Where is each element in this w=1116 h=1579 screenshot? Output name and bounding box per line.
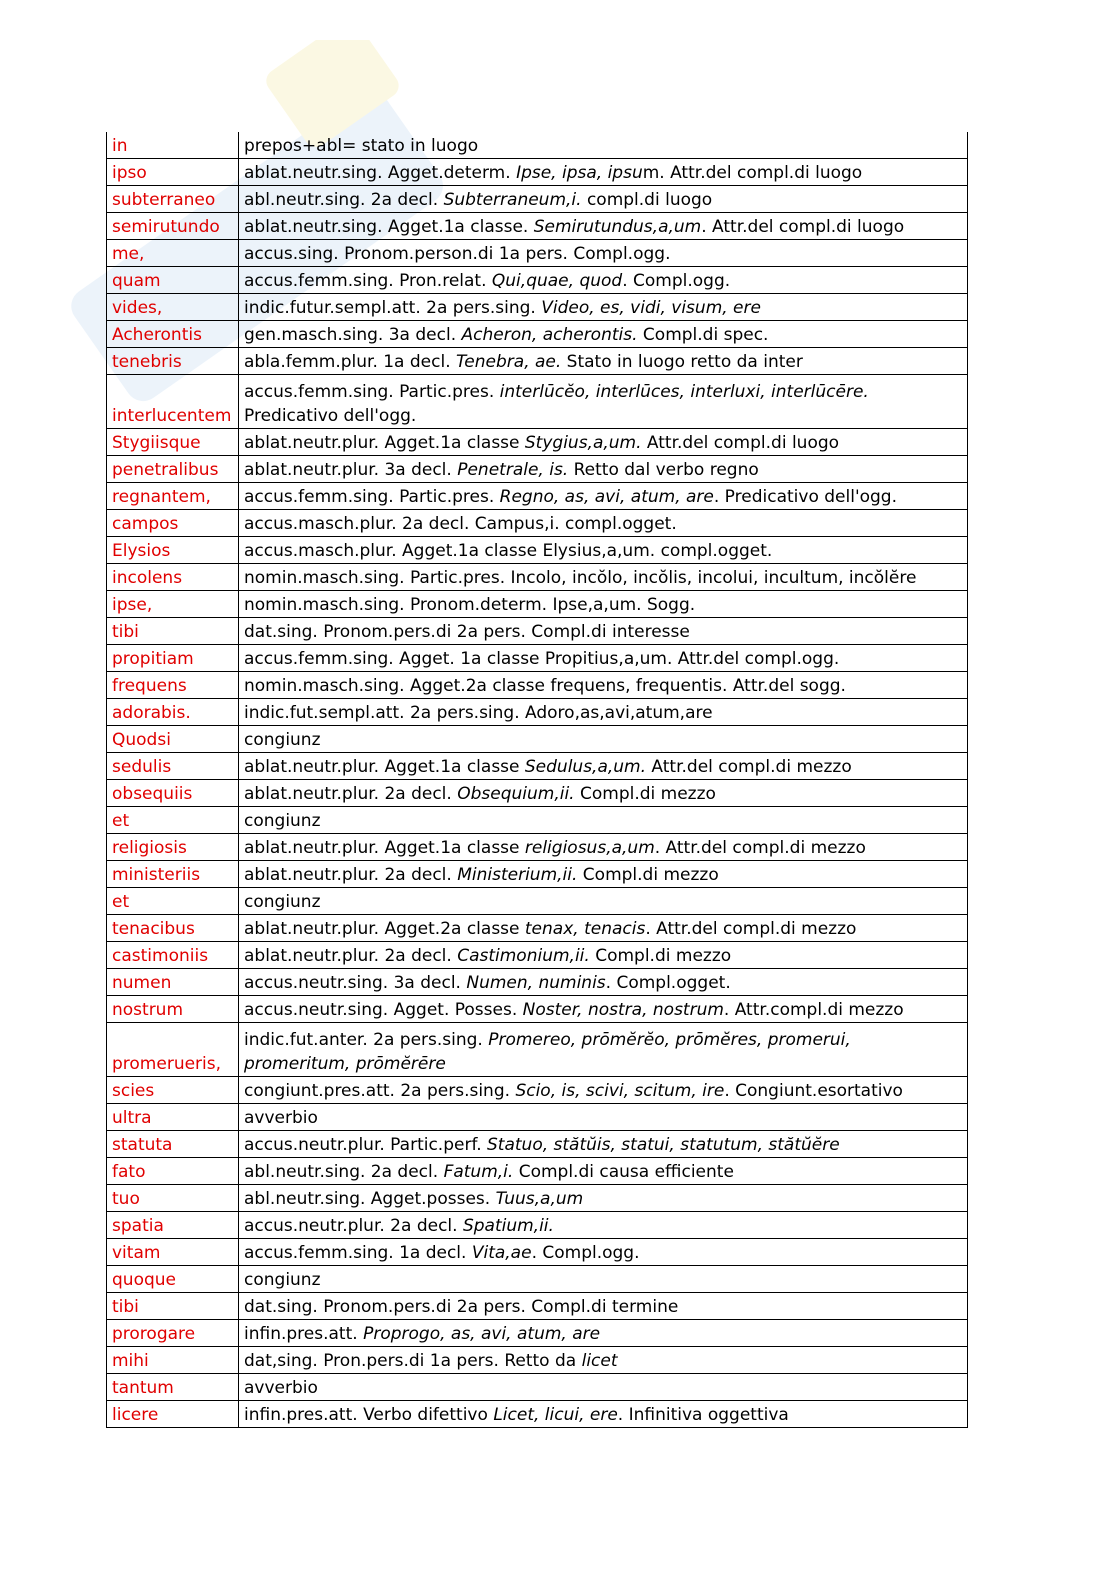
analysis-cell [239, 429, 968, 456]
analysis-text: accus.masch.plur. 2a decl. Campus,i. compl.ogget. [244, 514, 677, 534]
table-row [107, 429, 968, 456]
table-row [107, 159, 968, 186]
analysis-text: ablat.neutr.plur. Agget.2a classe [244, 919, 525, 939]
analysis-cell [239, 159, 968, 186]
analysis-text: Retto dal verbo regno [568, 460, 759, 480]
analysis-cell [239, 1347, 968, 1374]
latin-word-cell: Stygiisque [107, 429, 239, 456]
analysis-cell [239, 1239, 968, 1266]
table-row [107, 348, 968, 375]
latin-word-cell: ministeriis [107, 861, 239, 888]
latin-word-cell: Quodsi [107, 726, 239, 753]
latin-word-cell: et [107, 888, 239, 915]
analysis-text: indic.fut.sempl.att. 2a pers.sing. Adoro,as,avi,atum,are [244, 703, 713, 723]
italic-form: Statuo, stătŭis, statui, statutum, stătŭĕre [487, 1135, 840, 1155]
analysis-cell [239, 888, 968, 915]
table-row [107, 753, 968, 780]
analysis-text: avverbio [244, 1108, 318, 1128]
analysis-text: indic.futur.sempl.att. 2a pers.sing. [244, 298, 542, 318]
latin-word-cell: prorogare [107, 1320, 239, 1347]
italic-form: Obsequium,ii. [457, 784, 575, 804]
latin-word-cell: tibi [107, 618, 239, 645]
analysis-cell [239, 213, 968, 240]
analysis-text: ablat.neutr.sing. Agget.determ. [244, 163, 517, 183]
table-row [107, 483, 968, 510]
analysis-text: Compl.di spec. [637, 325, 769, 345]
italic-form: Semirutundus,a,um [533, 217, 702, 237]
analysis-text: accus.masch.plur. Agget.1a classe Elysius,a,um. compl.ogget. [244, 541, 773, 561]
table-row [107, 456, 968, 483]
analysis-cell [239, 915, 968, 942]
table-row [107, 996, 968, 1023]
italic-form: Fatum,i. [443, 1162, 514, 1182]
analysis-cell [239, 1131, 968, 1158]
analysis-text: congiunt.pres.att. 2a pers.sing. [244, 1081, 516, 1101]
analysis-text: Attr.del compl.di luogo [641, 433, 840, 453]
analysis-cell [239, 537, 968, 564]
analysis-cell [239, 132, 968, 159]
italic-form: Tuus,a,um [495, 1189, 584, 1209]
analysis-cell [239, 834, 968, 861]
italic-form: Spatium,ii. [462, 1216, 554, 1236]
italic-form: religiosus,a,um [524, 838, 655, 858]
table-row [107, 1266, 968, 1293]
analysis-cell [239, 1293, 968, 1320]
italic-form: Stygius,a,um. [524, 433, 642, 453]
analysis-text: . Compl.ogg. [531, 1243, 640, 1263]
table-row [107, 807, 968, 834]
latin-word-cell: quam [107, 267, 239, 294]
analysis-text: ablat.neutr.plur. 2a decl. [244, 865, 458, 885]
analysis-cell [239, 591, 968, 618]
table-row [107, 780, 968, 807]
table-row [107, 132, 968, 159]
italic-form: Acheron, acherontis. [461, 325, 638, 345]
latin-word-cell: spatia [107, 1212, 239, 1239]
analysis-text: accus.neutr.sing. 3a decl. [244, 973, 467, 993]
table-row [107, 1185, 968, 1212]
analysis-cell [239, 726, 968, 753]
analysis-cell [239, 456, 968, 483]
analysis-cell [239, 321, 968, 348]
table-row [107, 537, 968, 564]
italic-form: Qui,quae, quod [491, 271, 623, 291]
table-row [107, 564, 968, 591]
analysis-text: ablat.neutr.plur. Agget.1a classe [244, 838, 525, 858]
table-row [107, 888, 968, 915]
analysis-text: m. Attr.del compl.di luogo [642, 163, 863, 183]
analysis-cell [239, 1266, 968, 1293]
table-row [107, 915, 968, 942]
latin-word-cell: propitiam [107, 645, 239, 672]
analysis-cell [239, 1104, 968, 1131]
latin-word-cell: mihi [107, 1347, 239, 1374]
analysis-text: . Attr.compl.di mezzo [723, 1000, 904, 1020]
latin-word-cell: religiosis [107, 834, 239, 861]
analysis-text: Compl.di mezzo [577, 865, 719, 885]
analysis-text: . Predicativo dell'ogg. [713, 487, 897, 507]
analysis-cell [239, 699, 968, 726]
analysis-text: . Attr.del compl.di luogo [701, 217, 905, 237]
table-row [107, 645, 968, 672]
table-row [107, 321, 968, 348]
analysis-text: Compl.di mezzo [574, 784, 716, 804]
analysis-text: accus.femm.sing. Agget. 1a classe Propitius,a,um. Attr.del compl.ogg. [244, 649, 840, 669]
table-row [107, 1158, 968, 1185]
italic-form: Noster, nostra, nostrum [522, 1000, 724, 1020]
table-row [107, 240, 968, 267]
latin-word-cell: tibi [107, 1293, 239, 1320]
analysis-cell [239, 753, 968, 780]
italic-form: Subterraneum,i. [443, 190, 582, 210]
analysis-text: . Attr.del compl.di mezzo [645, 919, 857, 939]
table-row [107, 672, 968, 699]
analysis-cell [239, 348, 968, 375]
analysis-text: . Congiunt.esortativo [724, 1081, 903, 1101]
analysis-cell [239, 780, 968, 807]
italic-form: Numen, numinis [466, 973, 606, 993]
analysis-text: dat.sing. Pronom.pers.di 2a pers. Compl.di termine [244, 1297, 679, 1317]
analysis-text: accus.femm.sing. Partic.pres. [244, 382, 500, 402]
italic-form: Promereo, prōmĕrĕo, prōmĕres, promerui, promeritum, prōmĕrēre [244, 1030, 851, 1074]
latin-word-cell: ipse, [107, 591, 239, 618]
latin-word-cell: tuo [107, 1185, 239, 1212]
table-body [107, 132, 968, 1428]
analysis-cell [239, 1023, 968, 1077]
analysis-cell [239, 240, 968, 267]
analysis-text: ablat.neutr.plur. 3a decl. [244, 460, 458, 480]
latin-word-cell: tenacibus [107, 915, 239, 942]
analysis-text: indic.fut.anter. 2a pers.sing. [244, 1030, 489, 1050]
analysis-text: Compl.di mezzo [589, 946, 732, 966]
latin-word-cell: ultra [107, 1104, 239, 1131]
latin-word-cell: sedulis [107, 753, 239, 780]
latin-word-cell: numen [107, 969, 239, 996]
italic-form: Video, es, vidi, visum, ere [541, 298, 761, 318]
analysis-text: infin.pres.att. Verbo difettivo [244, 1405, 494, 1425]
analysis-text: accus.neutr.plur. Partic.perf. [244, 1135, 488, 1155]
latin-word-cell: fato [107, 1158, 239, 1185]
table-row [107, 726, 968, 753]
italic-form: interlūcĕo, interlūces, interluxi, interlūcēre. [499, 382, 869, 402]
analysis-text: . Compl.ogget. [605, 973, 731, 993]
table-row [107, 294, 968, 321]
italic-form: Licet, licui, ere [493, 1405, 618, 1425]
analysis-cell [239, 1185, 968, 1212]
analysis-cell [239, 267, 968, 294]
table-row [107, 1077, 968, 1104]
analysis-text: accus.sing. Pronom.person.di 1a pers. Compl.ogg. [244, 244, 671, 264]
latin-word-cell: nostrum [107, 996, 239, 1023]
italic-form: Penetrale, is. [457, 460, 569, 480]
table-row [107, 618, 968, 645]
analysis-text: accus.neutr.plur. 2a decl. [244, 1216, 463, 1236]
italic-form: Castimonium,ii. [457, 946, 590, 966]
analysis-text: accus.neutr.sing. Agget. Posses. [244, 1000, 523, 1020]
table-row [107, 1104, 968, 1131]
analysis-cell [239, 1374, 968, 1401]
table-row [107, 834, 968, 861]
analysis-cell [239, 672, 968, 699]
italic-form: Sedulus,a,um. [524, 757, 647, 777]
table-row [107, 861, 968, 888]
latin-word-cell: scies [107, 1077, 239, 1104]
latin-word-cell: vitam [107, 1239, 239, 1266]
analysis-text: ablat.neutr.plur. Agget.1a classe [244, 757, 525, 777]
analysis-text: nomin.masch.sing. Pronom.determ. Ipse,a,um. Sogg. [244, 595, 696, 615]
latin-word-cell: licere [107, 1401, 239, 1428]
analysis-text: accus.femm.sing. Pron.relat. [244, 271, 492, 291]
latin-word-cell: in [107, 132, 239, 159]
table-row [107, 1023, 968, 1077]
analysis-text: . Infinitiva oggettiva [617, 1405, 789, 1425]
latin-word-cell: penetralibus [107, 456, 239, 483]
latin-word-cell: subterraneo [107, 186, 239, 213]
latin-word-cell: tantum [107, 1374, 239, 1401]
analysis-text: congiunz [244, 892, 321, 912]
latin-word-cell: statuta [107, 1131, 239, 1158]
analysis-text: Predicativo dell'ogg. [244, 406, 417, 426]
table-row [107, 510, 968, 537]
table-row [107, 375, 968, 429]
latin-word-cell: adorabis. [107, 699, 239, 726]
analysis-text: congiunz [244, 1270, 321, 1290]
analysis-cell [239, 564, 968, 591]
italic-form: licet [581, 1351, 618, 1371]
analysis-text: nomin.masch.sing. Agget.2a classe frequens, frequentis. Attr.del sogg. [244, 676, 846, 696]
analysis-text: ablat.neutr.plur. Agget.1a classe [244, 433, 525, 453]
analysis-cell [239, 645, 968, 672]
analysis-text: Stato in luogo retto da inter [561, 352, 803, 372]
table-row [107, 213, 968, 240]
analysis-cell [239, 618, 968, 645]
analysis-cell [239, 1212, 968, 1239]
analysis-cell [239, 375, 968, 429]
analysis-text: Attr.del compl.di mezzo [646, 757, 852, 777]
analysis-text: congiunz [244, 811, 321, 831]
analysis-cell [239, 1320, 968, 1347]
analysis-cell [239, 996, 968, 1023]
table-row [107, 1293, 968, 1320]
analysis-text: congiunz [244, 730, 321, 750]
italic-form: Proprogo, as, avi, atum, are [363, 1324, 601, 1344]
analysis-text: nomin.masch.sing. Partic.pres. Incolo, incŏlo, incŏlis, incolui, incultum, incŏlĕre [244, 568, 917, 588]
latin-word-cell: ipso [107, 159, 239, 186]
latin-word-cell: promerueris, [107, 1023, 239, 1077]
italic-form: Ipse, ipsa, ipsu [516, 163, 643, 183]
analysis-text: ablat.neutr.plur. 2a decl. [244, 946, 458, 966]
table-row [107, 1374, 968, 1401]
analysis-text: . Compl.ogg. [622, 271, 731, 291]
table-row [107, 942, 968, 969]
analysis-text: abl.neutr.sing. 2a decl. [244, 1162, 444, 1182]
italic-form: Tenebra, ae. [456, 352, 562, 372]
analysis-text: dat.sing. Pronom.pers.di 2a pers. Compl.di interesse [244, 622, 690, 642]
grammar-analysis-table [106, 132, 968, 1428]
analysis-text: accus.femm.sing. Partic.pres. [244, 487, 500, 507]
analysis-cell [239, 1077, 968, 1104]
table-row [107, 186, 968, 213]
latin-word-cell: Acherontis [107, 321, 239, 348]
analysis-cell [239, 1158, 968, 1185]
analysis-text: prepos+abl= stato in luogo [244, 136, 479, 156]
analysis-cell [239, 807, 968, 834]
italic-form: Vita,ae [471, 1243, 532, 1263]
analysis-text: accus.femm.sing. 1a decl. [244, 1243, 472, 1263]
latin-word-cell: semirutundo [107, 213, 239, 240]
analysis-text: abla.femm.plur. 1a decl. [244, 352, 457, 372]
table-row [107, 969, 968, 996]
latin-word-cell: obsequiis [107, 780, 239, 807]
table-row [107, 267, 968, 294]
table-row [107, 1401, 968, 1428]
analysis-cell [239, 294, 968, 321]
table-row [107, 699, 968, 726]
latin-word-cell: quoque [107, 1266, 239, 1293]
latin-word-cell: Elysios [107, 537, 239, 564]
italic-form: tenax, tenacis [524, 919, 646, 939]
table-row [107, 1212, 968, 1239]
analysis-cell [239, 186, 968, 213]
analysis-text: infin.pres.att. [244, 1324, 364, 1344]
analysis-cell [239, 483, 968, 510]
table-row [107, 1239, 968, 1266]
italic-form: Ministerium,ii. [457, 865, 578, 885]
italic-form: Regno, as, avi, atum, are [499, 487, 714, 507]
latin-word-cell: regnantem, [107, 483, 239, 510]
latin-word-cell: frequens [107, 672, 239, 699]
analysis-text: compl.di luogo [581, 190, 713, 210]
analysis-cell [239, 942, 968, 969]
analysis-cell [239, 969, 968, 996]
analysis-text: abl.neutr.sing. 2a decl. [244, 190, 444, 210]
analysis-cell [239, 510, 968, 537]
analysis-cell [239, 1401, 968, 1428]
analysis-text: ablat.neutr.plur. 2a decl. [244, 784, 458, 804]
latin-word-cell: tenebris [107, 348, 239, 375]
analysis-text: avverbio [244, 1378, 318, 1398]
latin-word-cell: incolens [107, 564, 239, 591]
analysis-text: dat,sing. Pron.pers.di 1a pers. Retto da [244, 1351, 582, 1371]
table-row [107, 1320, 968, 1347]
latin-word-cell: me, [107, 240, 239, 267]
italic-form: Scio, is, scivi, scitum, ire [515, 1081, 725, 1101]
analysis-text: gen.masch.sing. 3a decl. [244, 325, 462, 345]
latin-word-cell: castimoniis [107, 942, 239, 969]
analysis-text: ablat.neutr.sing. Agget.1a classe. [244, 217, 534, 237]
table-row [107, 1131, 968, 1158]
latin-word-cell: et [107, 807, 239, 834]
analysis-cell [239, 861, 968, 888]
table-row [107, 591, 968, 618]
latin-word-cell: campos [107, 510, 239, 537]
analysis-text: abl.neutr.sing. Agget.posses. [244, 1189, 496, 1209]
latin-word-cell: vides, [107, 294, 239, 321]
latin-word-cell: interlucentem [107, 375, 239, 429]
analysis-text: Compl.di causa efficiente [513, 1162, 734, 1182]
table-row [107, 1347, 968, 1374]
analysis-text: . Attr.del compl.di mezzo [654, 838, 866, 858]
